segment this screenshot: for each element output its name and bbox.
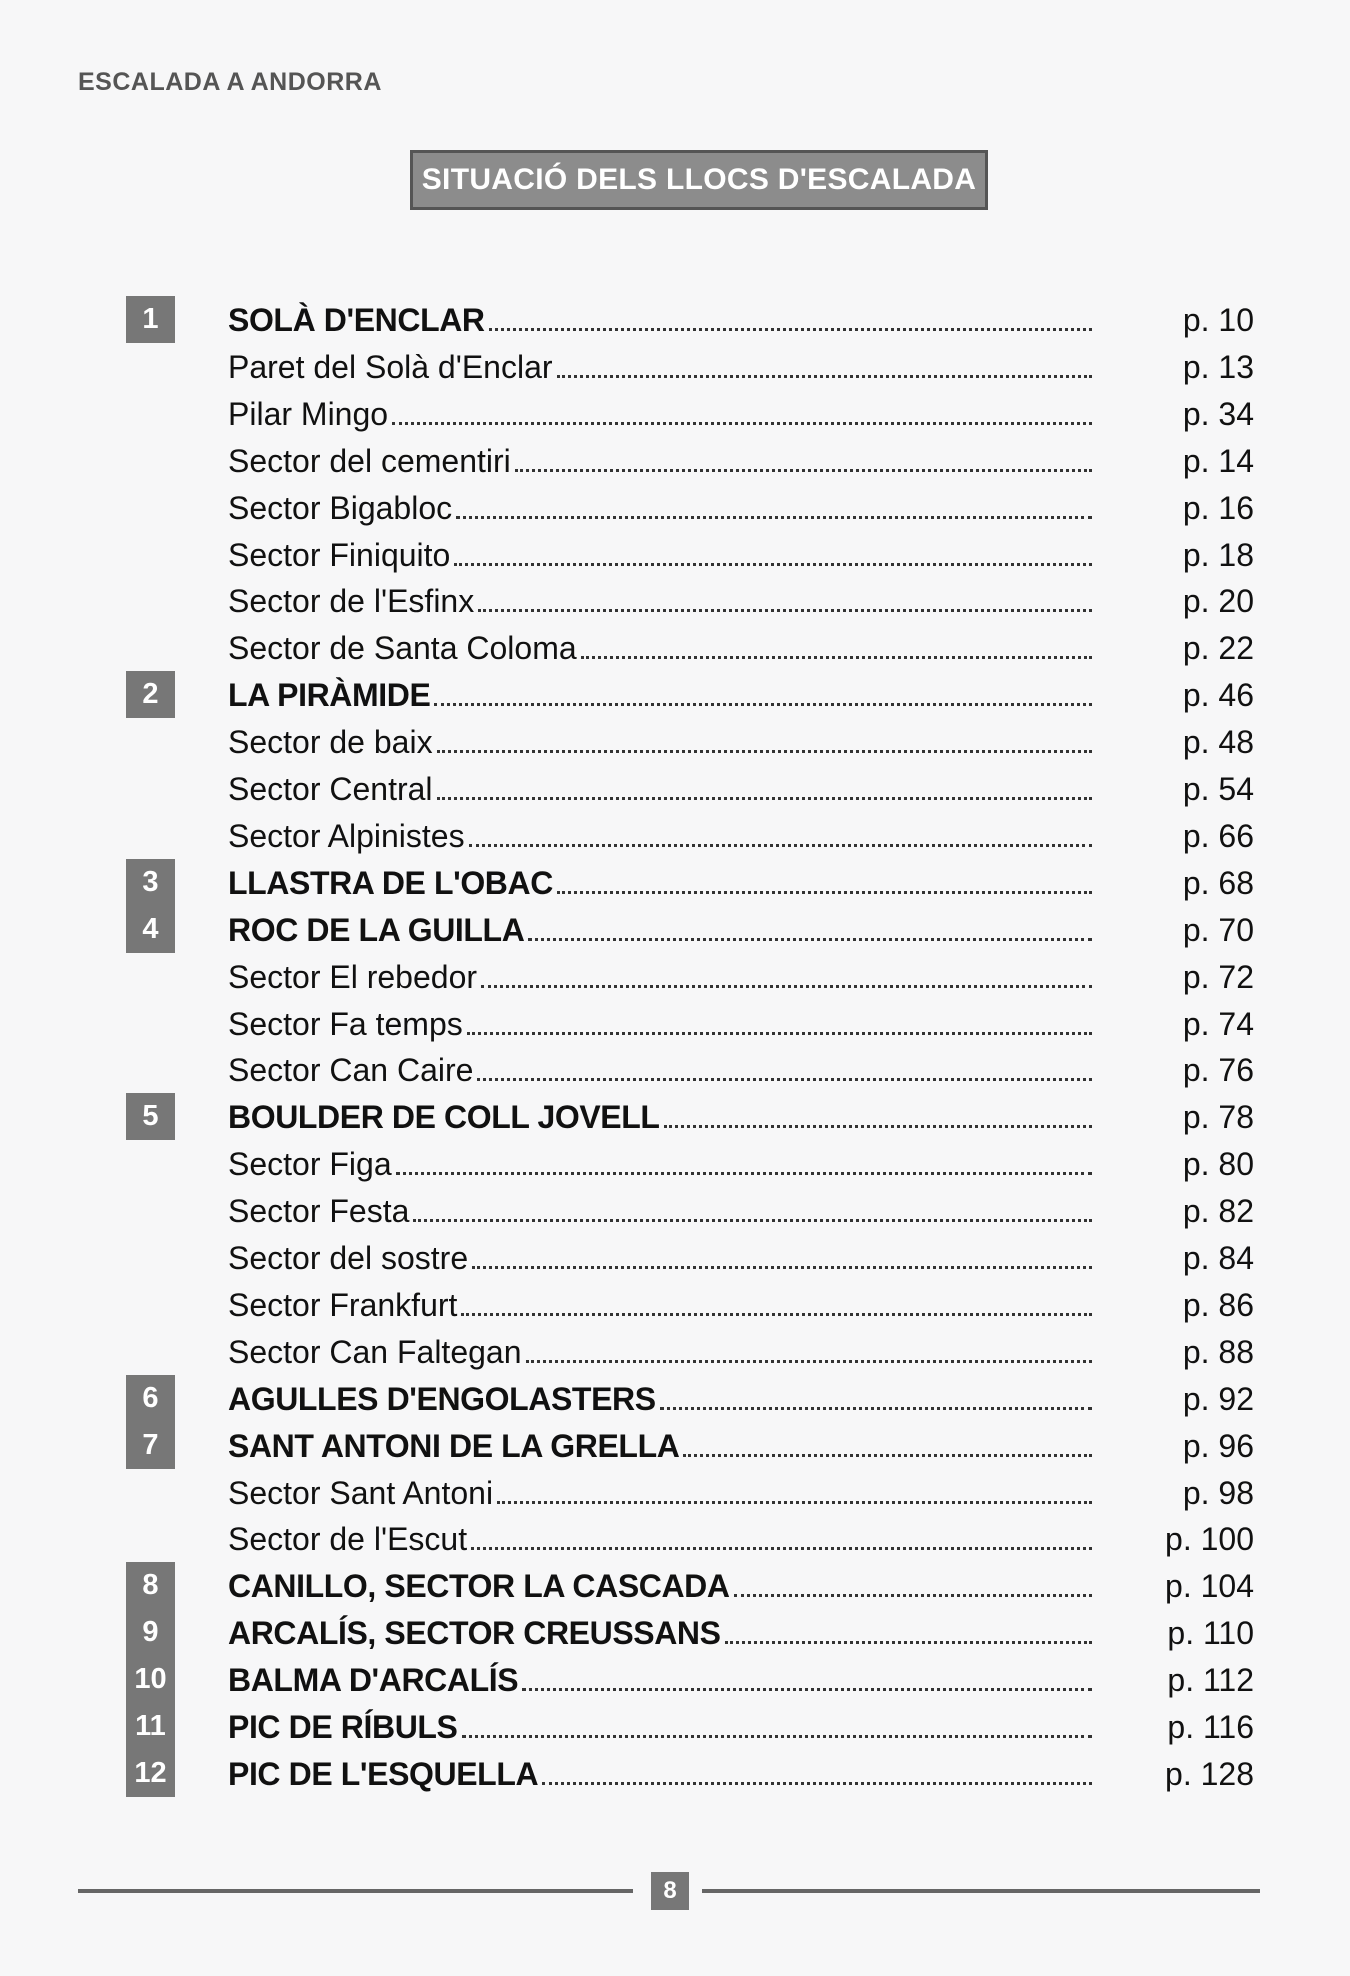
toc-entry-title: Sector de l'Esfinx [228,583,475,620]
toc-entry-title: Sector de Santa Coloma [228,630,577,667]
toc-row [0,1422,1350,1469]
dot-leader [396,1171,1092,1175]
dot-leader [481,984,1092,988]
toc-row [0,1750,1350,1797]
site-number-badge: 3 [126,859,175,906]
toc-sector-entry [228,394,1096,434]
toc-site-entry [228,1660,1096,1700]
toc-entry-title: SOLÀ D'ENCLAR [228,302,485,338]
toc-row [0,343,1350,390]
site-number-badge: 12 [126,1750,175,1797]
dot-leader [461,1312,1092,1316]
toc-page-ref: p. 14 [1182,442,1254,479]
toc-site-entry [228,1379,1096,1419]
toc-page-ref: p. 128 [1165,1755,1254,1792]
toc-row [0,812,1350,859]
toc-sector-entry [228,1519,1096,1559]
dot-leader [542,1781,1092,1785]
toc-entry-title: PIC DE L'ESQUELLA [228,1755,539,1792]
toc-sector-entry [228,1332,1096,1372]
toc-page-ref: p. 70 [1182,911,1254,948]
toc-entry-title: Sector de baix [228,724,433,761]
toc-row [0,953,1350,1000]
dot-leader [522,1687,1092,1691]
site-number-badge: 10 [126,1656,175,1703]
dot-leader [478,608,1092,612]
toc-site-entry [228,675,1096,715]
dot-leader [456,515,1092,519]
toc-entry-title: Sector Frankfurt [228,1286,458,1323]
toc-entry-title: Paret del Solà d'Enclar [228,348,553,385]
toc-page-ref: p. 76 [1182,1052,1254,1089]
toc-row [0,1656,1350,1703]
toc-page-ref: p. 68 [1182,864,1254,901]
dot-leader [489,327,1092,331]
toc-entry-title: Sector Sant Antoni [228,1474,494,1511]
toc-page-ref: p. 66 [1182,817,1254,854]
toc-row [0,1609,1350,1656]
section-title: SITUACIÓ DELS LLOCS D'ESCALADA [421,163,977,196]
toc-page-ref: p. 13 [1182,348,1254,385]
toc-row [0,1093,1350,1140]
toc-sector-entry [228,1050,1096,1090]
toc-row [0,1328,1350,1375]
dot-leader [413,1218,1092,1222]
toc-row [0,1703,1350,1750]
toc-site-entry [228,1097,1096,1137]
toc-row [0,1281,1350,1328]
toc-row [0,1469,1350,1516]
toc-page-ref: p. 48 [1182,724,1254,761]
dot-leader [526,1359,1093,1363]
toc-row [0,859,1350,906]
toc-page-ref: p. 74 [1182,1005,1254,1042]
dot-leader [437,749,1092,753]
dot-leader [581,655,1092,659]
dot-leader [469,843,1092,847]
toc-entry-title: Sector de l'Escut [228,1521,468,1558]
toc-page-ref: p. 112 [1167,1662,1254,1699]
toc-sector-entry [228,1238,1096,1278]
toc-page-ref: p. 92 [1182,1380,1254,1417]
toc-sector-entry [228,1473,1096,1513]
toc-page-ref: p. 54 [1182,771,1254,807]
dot-leader [557,890,1092,894]
dot-leader [472,1265,1092,1269]
toc-row [0,718,1350,765]
toc-entry-title: LLASTRA DE L'OBAC [228,864,553,901]
toc-row [0,390,1350,437]
toc-page-ref: p. 84 [1182,1240,1254,1276]
toc-page-ref: p. 110 [1167,1615,1254,1652]
toc-entry-title: Sector Alpinistes [228,817,465,854]
toc-entry-title: Sector Bigabloc [228,489,453,526]
toc-sector-entry [228,1191,1096,1231]
toc-page-ref: p. 22 [1182,630,1254,667]
toc-site-entry [228,910,1096,950]
dot-leader [734,1593,1092,1597]
toc-entry-title: LA PIRÀMIDE [228,677,431,714]
site-number-badge: 4 [126,906,175,953]
toc-page-ref: p. 46 [1182,677,1254,714]
toc-page-ref: p. 96 [1182,1427,1254,1464]
toc-entry-title: Sector Central [228,771,433,807]
toc-entry-title: CANILLO, SECTOR LA CASCADA [228,1568,730,1605]
dot-leader [515,468,1092,472]
dot-leader [454,562,1092,566]
toc-entry-title: AGULLES D'ENGOLASTERS [228,1380,656,1417]
toc-entry-title: Sector Can Faltegan [228,1333,522,1370]
toc-row [0,671,1350,718]
toc-page-ref: p. 18 [1182,536,1254,573]
site-number-badge: 5 [126,1093,175,1140]
running-head: ESCALADA A ANDORRA [78,68,382,96]
toc-entry-title: Sector Fa temps [228,1005,463,1042]
site-number-badge: 11 [126,1703,175,1750]
toc-entry-title: ARCALÍS, SECTOR CREUSSANS [228,1615,721,1652]
toc-row [0,484,1350,531]
toc-sector-entry [228,1144,1096,1184]
toc-page-ref: p. 10 [1182,302,1254,338]
dot-leader [462,1734,1093,1738]
toc-row [0,1562,1350,1609]
dot-leader [467,1031,1092,1035]
toc-site-entry [228,1426,1096,1466]
toc-row [0,1234,1350,1281]
dot-leader [437,796,1092,800]
toc-entry-title: Sector Can Caire [228,1052,474,1089]
toc-site-entry [228,863,1096,903]
toc-row [0,1000,1350,1047]
site-number-badge: 6 [126,1375,175,1422]
toc-row [0,765,1350,812]
toc-row [0,577,1350,624]
toc-entry-title: Sector Festa [228,1193,410,1230]
dot-leader [683,1453,1092,1457]
toc-site-entry [228,300,1096,340]
dot-leader [664,1124,1092,1128]
dot-leader [471,1546,1092,1550]
toc-entry-title: Sector del cementiri [228,442,511,479]
dot-leader [477,1077,1092,1081]
toc-entry-title: Sector del sostre [228,1240,469,1276]
toc-sector-entry [228,441,1096,481]
toc-sector-entry [228,535,1096,575]
toc-row [0,1375,1350,1422]
toc-site-entry [228,1707,1096,1747]
dot-leader [725,1640,1092,1644]
site-number-badge: 7 [126,1422,175,1469]
toc-page-ref: p. 34 [1182,395,1254,432]
toc-entry-title: Pilar Mingo [228,395,389,432]
toc-row [0,531,1350,578]
toc-page-ref: p. 100 [1165,1521,1254,1558]
site-number-badge: 8 [126,1562,175,1609]
toc-sector-entry [228,1285,1096,1325]
toc-row [0,1187,1350,1234]
toc-page-ref: p. 78 [1182,1099,1254,1136]
site-number-badge: 2 [126,671,175,718]
toc-row [0,437,1350,484]
toc-entry-title: Sector Finiquito [228,536,451,573]
toc-sector-entry [228,488,1096,528]
section-title-box [410,150,988,210]
toc-page-ref: p. 88 [1182,1333,1254,1370]
toc-page-ref: p. 98 [1182,1474,1254,1511]
toc-row [0,624,1350,671]
toc-sector-entry [228,628,1096,668]
toc-sector-entry [228,816,1096,856]
toc-entry-title: Sector El rebedor [228,958,478,995]
toc-page-ref: p. 72 [1182,958,1254,995]
dot-leader [497,1500,1092,1504]
dot-leader [528,937,1092,941]
toc-sector-entry [228,722,1096,762]
toc-sector-entry [228,957,1096,997]
toc-row [0,1046,1350,1093]
page-number: 8 [651,1872,689,1910]
toc-page-ref: p. 82 [1182,1193,1254,1230]
toc-entry-title: PIC DE RÍBULS [228,1709,458,1745]
toc-page-ref: p. 20 [1182,583,1254,620]
dot-leader [392,421,1092,425]
footer-rule-left [78,1889,633,1893]
toc-page-ref: p. 80 [1182,1146,1254,1183]
toc-row [0,1515,1350,1562]
toc-row [0,296,1350,343]
toc-entry-title: ROC DE LA GUILLA [228,911,525,948]
site-number-badge: 1 [126,296,175,343]
footer-rule-right [702,1889,1260,1893]
toc-page-ref: p. 116 [1167,1709,1254,1745]
toc-site-entry [228,1566,1096,1606]
toc-sector-entry [228,1004,1096,1044]
toc-sector-entry [228,769,1096,809]
site-number-badge: 9 [126,1609,175,1656]
toc-page-ref: p. 16 [1182,489,1254,526]
toc-entry-title: BOULDER DE COLL JOVELL [228,1099,660,1136]
dot-leader [434,702,1092,706]
dot-leader [557,374,1092,378]
toc-row [0,906,1350,953]
toc-entry-title: BALMA D'ARCALÍS [228,1662,519,1699]
toc-site-entry [228,1613,1096,1653]
toc-page-ref: p. 104 [1165,1568,1254,1605]
toc-site-entry [228,1754,1096,1794]
toc-row [0,1140,1350,1187]
toc-entry-title: SANT ANTONI DE LA GRELLA [228,1427,680,1464]
toc-sector-entry [228,581,1096,621]
toc-sector-entry [228,347,1096,387]
dot-leader [660,1406,1092,1410]
toc-page-ref: p. 86 [1182,1286,1254,1323]
toc-entry-title: Sector Figa [228,1146,392,1183]
